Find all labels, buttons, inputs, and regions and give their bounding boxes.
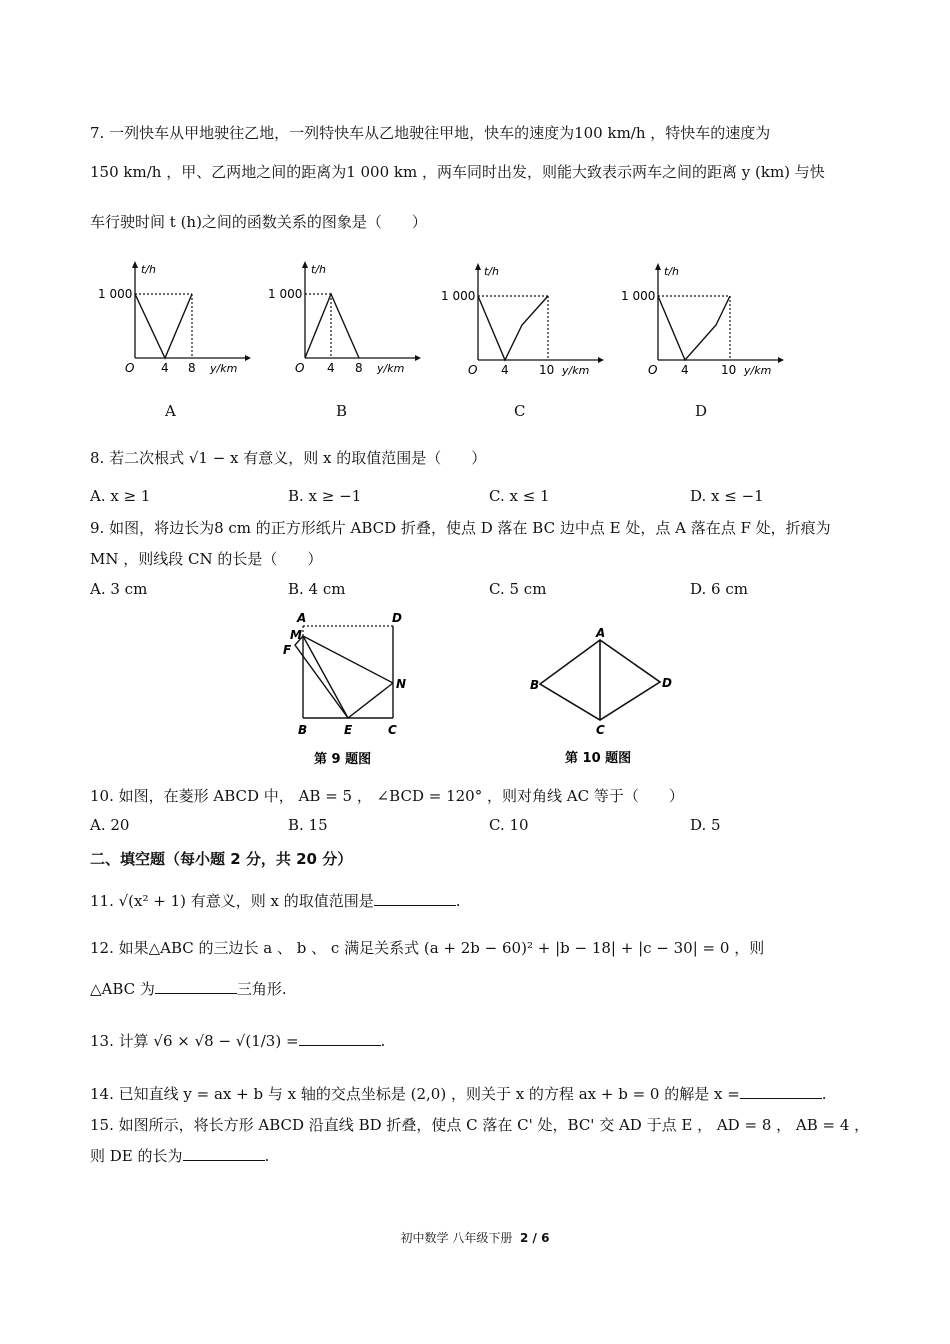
q11-answer-blank[interactable] xyxy=(374,891,456,906)
fig10-caption: 第 10 题图 xyxy=(565,751,632,766)
q15-line-1: 15. 如图所示，将长方形 ABCD 沿直线 BD 折叠，使点 C 落在 C' 处，BC' 交 AD 于点 E ， AD = 8 ， AB = 4 ， xyxy=(90,1116,870,1134)
q13-text: 13. 计算 √6 × √8 − √(1/3) = xyxy=(90,1032,299,1050)
q9-line-2: MN ，则线段 CN 的长是（ ） xyxy=(90,550,323,568)
graph-c-axis-y: t/h xyxy=(484,265,499,278)
graph-c-origin: O xyxy=(468,363,478,377)
q10-option-b: B. 15 xyxy=(288,816,328,834)
graph-c xyxy=(438,260,608,385)
fig9-point-c: C xyxy=(388,723,397,737)
q10-stem: 10. 如图，在菱形 ABCD 中， AB = 5 ， ∠BCD = 120° ，则对角线 AC 等于（ ） xyxy=(90,787,684,805)
fig9-point-n: N xyxy=(396,677,407,691)
graph-a-label: A xyxy=(165,402,176,420)
q8-option-d: D. x ≤ −1 xyxy=(690,487,764,505)
q7-line-1: 7. 一列快车从甲地驶往乙地，一列特快车从乙地驶往甲地，快车的速度为100 km/h ，特快车的速度为 xyxy=(90,124,771,142)
footer-text: 初中数学 八年级下册 xyxy=(400,1231,513,1245)
fig9-point-f: F xyxy=(283,643,292,657)
q11 xyxy=(90,890,461,911)
q15-line-2 xyxy=(90,1145,269,1166)
graph-b xyxy=(265,258,425,383)
graph-b-axis-x: y/km xyxy=(377,362,405,375)
fig10-point-c: C xyxy=(596,723,605,737)
graph-d xyxy=(618,260,788,385)
graph-c-x-tick-1: 4 xyxy=(501,363,509,377)
page-number: 2 / 6 xyxy=(520,1231,550,1245)
graph-d-origin: O xyxy=(648,363,658,377)
q10-option-c: C. 10 xyxy=(489,816,529,834)
graph-a xyxy=(95,258,255,383)
q12-line-1: 12. 如果△ABC 的三边长 a 、 b 、 c 满足关系式 (a + 2b − 60)² + |b − 18| + |c − 30| = 0 ，则 xyxy=(90,939,765,957)
graph-c-x-tick-2: 10 xyxy=(539,363,555,377)
q7-line-2: 150 km/h ，甲、乙两地之间的距离为1 000 km ，两车同时出发，则能大致表示两车之间的距离 y (km) 与快 xyxy=(90,163,825,181)
q8-stem: 8. 若二次根式 √1 − x 有意义，则 x 的取值范围是（ ） xyxy=(90,449,487,467)
graph-a-axis-y: t/h xyxy=(141,263,156,276)
q9-line-1: 9. 如图，将边长为8 cm 的正方形纸片 ABCD 折叠，使点 D 落在 BC 边中点 E 处，点 A 落在点 F 处，折痕为 xyxy=(90,519,831,537)
q15-end: . xyxy=(264,1147,270,1165)
q14-text: 14. 已知直线 y = ax + b 与 x 轴的交点坐标是 (2,0) ，则关于 x 的方程 ax + b = 0 的解是 x = xyxy=(90,1085,740,1103)
fig9-point-b: B xyxy=(298,723,308,737)
graph-b-y-tick-label: 1 000 xyxy=(268,287,303,301)
graph-a-x-tick-2: 8 xyxy=(188,361,196,375)
graph-a-y-tick-label: 1 000 xyxy=(98,287,133,301)
graph-b-origin: O xyxy=(295,361,305,375)
graph-d-axis-y: t/h xyxy=(664,265,679,278)
q12-prefix: △ABC 为 xyxy=(90,980,155,998)
fig9-point-a: A xyxy=(297,611,307,625)
figure-10 xyxy=(525,622,685,772)
graph-c-axis-x: y/km xyxy=(562,364,590,377)
graph-a-origin: O xyxy=(125,361,135,375)
graph-b-label: B xyxy=(336,402,348,420)
graph-b-x-tick-2: 8 xyxy=(355,361,363,375)
q13-answer-blank[interactable] xyxy=(299,1031,381,1046)
fig9-point-m: M xyxy=(290,628,302,642)
q14-end: . xyxy=(821,1085,827,1103)
q10-option-a: A. 20 xyxy=(90,816,130,834)
graph-c-label: C xyxy=(514,402,526,420)
q10-option-d: D. 5 xyxy=(690,816,721,834)
graph-b-x-tick-1: 4 xyxy=(327,361,335,375)
graph-a-axis-x: y/km xyxy=(210,362,238,375)
q9-option-d: D. 6 cm xyxy=(690,580,748,598)
graph-b-axis-y: t/h xyxy=(311,263,326,276)
fig10-point-b: B xyxy=(530,678,540,692)
q14 xyxy=(90,1083,827,1104)
q9-option-c: C. 5 cm xyxy=(489,580,547,598)
fig10-point-d: D xyxy=(662,676,672,690)
fig9-point-d: D xyxy=(392,611,402,625)
q11-end: . xyxy=(455,892,461,910)
graph-d-y-tick-label: 1 000 xyxy=(621,289,656,303)
graph-d-label: D xyxy=(695,402,708,420)
section-fill-in-heading: 二、填空题（每小题 2 分，共 20 分） xyxy=(90,850,353,868)
q14-answer-blank[interactable] xyxy=(740,1084,822,1099)
graph-d-x-tick-2: 10 xyxy=(721,363,737,377)
q8-option-a: A. x ≥ 1 xyxy=(90,487,151,505)
q12-suffix: 三角形. xyxy=(236,980,287,998)
q8-option-b: B. x ≥ −1 xyxy=(288,487,362,505)
q11-text: 11. √(x² + 1) 有意义，则 x 的取值范围是 xyxy=(90,892,374,910)
q12-line-2 xyxy=(90,978,287,999)
q9-option-b: B. 4 cm xyxy=(288,580,346,598)
q8-option-c: C. x ≤ 1 xyxy=(489,487,550,505)
fig9-caption: 第 9 题图 xyxy=(314,752,372,767)
figure-9 xyxy=(278,608,418,773)
q12-answer-blank[interactable] xyxy=(155,979,237,994)
q15-answer-blank[interactable] xyxy=(183,1146,265,1161)
graph-a-x-tick-1: 4 xyxy=(161,361,169,375)
fig9-point-e: E xyxy=(344,723,353,737)
graph-d-x-tick-1: 4 xyxy=(681,363,689,377)
graph-c-y-tick-label: 1 000 xyxy=(441,289,476,303)
fig10-point-a: A xyxy=(596,626,606,640)
graph-d-axis-x: y/km xyxy=(744,364,772,377)
q7-line-3: 车行驶时间 t (h)之间的函数关系的图象是（ ） xyxy=(90,213,427,231)
q9-option-a: A. 3 cm xyxy=(90,580,148,598)
q13 xyxy=(90,1030,385,1051)
q15-prefix: 则 DE 的长为 xyxy=(90,1147,183,1165)
page-footer xyxy=(0,1229,950,1246)
q13-end: . xyxy=(380,1032,386,1050)
